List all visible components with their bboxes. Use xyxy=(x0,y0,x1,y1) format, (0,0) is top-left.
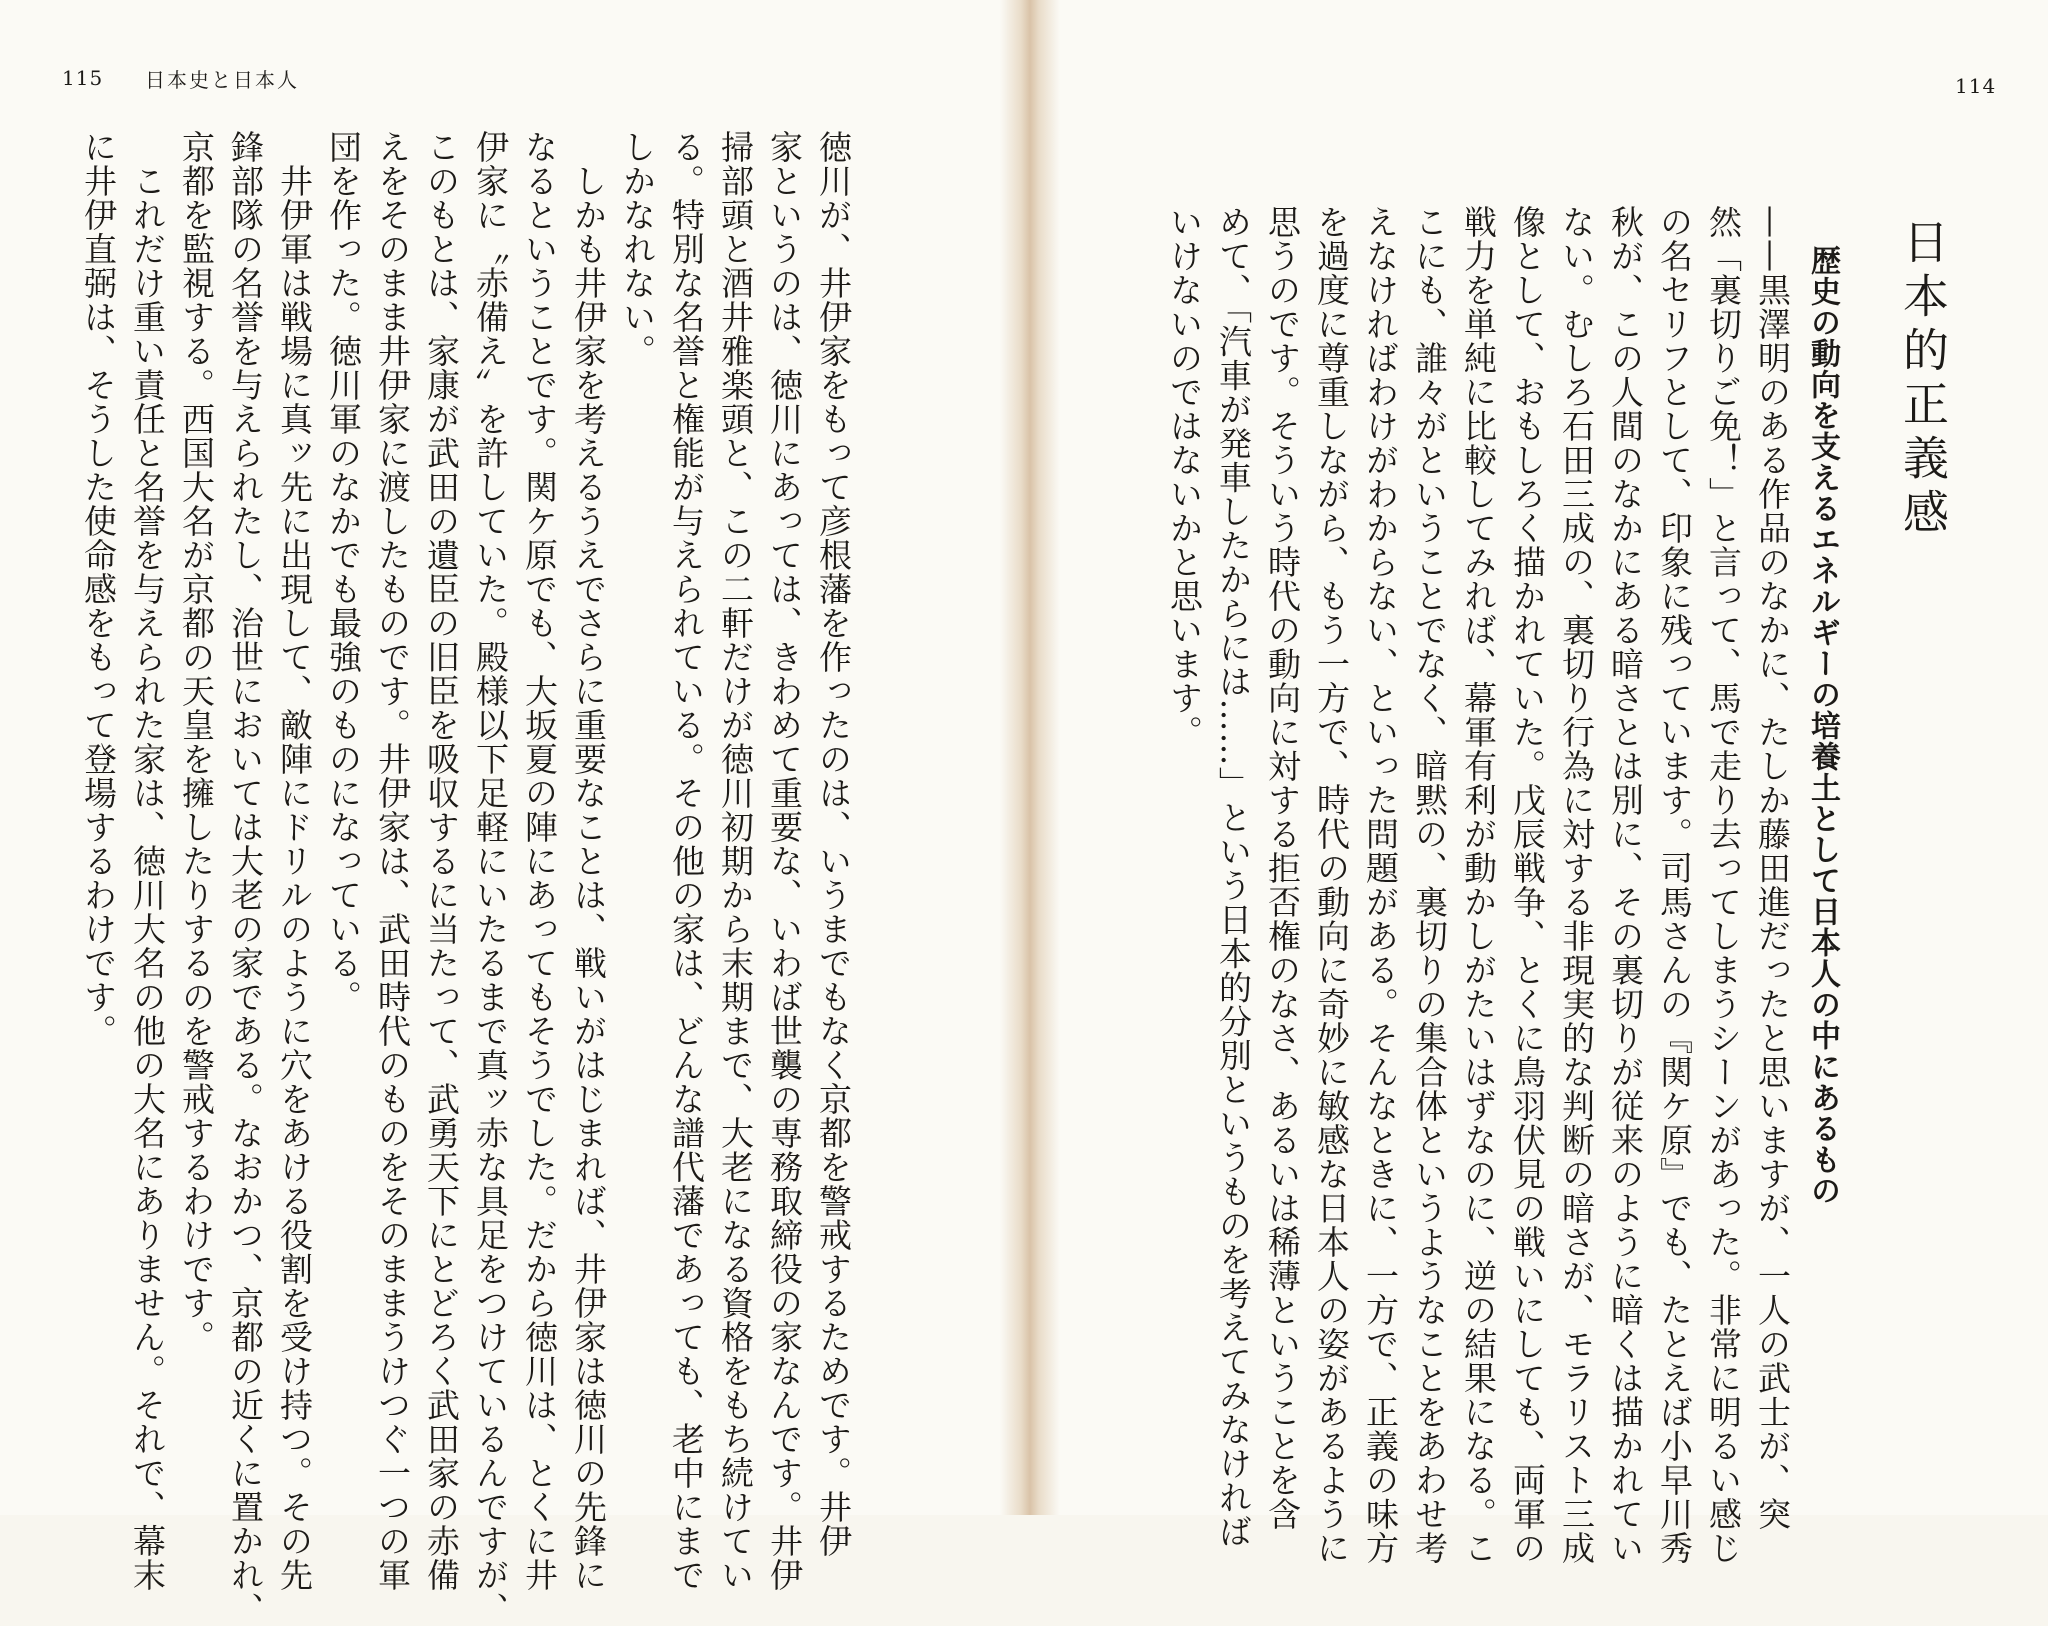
chapter-subheading: 歴史の動向を支えるエネルギーの培養土として日本人の中にあるもの xyxy=(1805,245,1840,1206)
text-line: 徳川が、井伊家をもって彦根藩を作ったのは、いうまでもなく京都を警戒するためです。井伊 xyxy=(814,130,853,1558)
book-gutter xyxy=(1000,0,1060,1515)
text-line: の名セリフとして、印象に残っています。司馬さんの『関ケ原』でも、たとえば小早川秀 xyxy=(1655,205,1694,1565)
text-line: 然「裏切りご免！」と言って、馬で走り去ってしまうシーンがあった。非常に明るい感じ xyxy=(1704,205,1743,1565)
text-line: 京都を監視する。西国大名が京都の天皇を擁したりするのを警戒するわけです。 xyxy=(177,130,216,1354)
text-line: ない。むしろ石田三成の、裏切り行為に対する非現実的な判断の暗さが、モラリスト三成 xyxy=(1557,205,1596,1565)
text-line: 戦力を単純に比較してみれば、幕軍有利が動かしがたいはずなのに、逆の結果になる。こ xyxy=(1459,205,1498,1565)
text-line: しかも井伊家を考えるうえでさらに重要なことは、戦いがはじまれば、井伊家は徳川の先鋒に xyxy=(569,130,608,1592)
text-line: 掃部頭と酒井雅楽頭と、この二軒だけが徳川初期から末期まで、大老になる資格をもち続けてい xyxy=(716,130,755,1592)
text-line: これだけ重い責任と名誉を与えられた家は、徳川大名の他の大名にありません。それで、幕末 xyxy=(128,130,167,1592)
left-page-body xyxy=(74,130,858,1626)
text-line: このもとは、家康が武田の遺臣の旧臣を吸収するに当たって、武勇天下にとどろく武田家の赤備 xyxy=(422,130,461,1592)
left-page-number: 115 xyxy=(62,66,104,90)
running-title: 日本史と日本人 xyxy=(145,68,299,92)
right-page-body xyxy=(1160,205,1797,1565)
text-line: を過度に尊重しながら、もう一方で、時代の動向に奇妙に敏感な日本人の姿があるように xyxy=(1312,205,1351,1565)
text-line: いけないのではないかと思います。 xyxy=(1165,205,1204,749)
text-line: えなければわけがわからない、といった問題がある。そんなときに、一方で、正義の味方 xyxy=(1361,205,1400,1565)
text-line: 像として、おもしろく描かれていた。戊辰戦争、とくに鳥羽伏見の戦いにしても、両軍の xyxy=(1508,205,1547,1565)
text-line: 思うのです。そういう時代の動向に対する拒否権のなさ、あるいは稀薄ということを含 xyxy=(1263,205,1302,1531)
text-line: 団を作った。徳川軍のなかでも最強のものになっている。 xyxy=(324,130,363,1014)
text-line: しかなれない。 xyxy=(618,130,657,368)
chapter-heading: 日本的正義感 xyxy=(1896,218,1950,542)
text-line: 井伊軍は戦場に真ッ先に出現して、敵陣にドリルのように穴をあける役割を受け持つ。その先 xyxy=(275,130,314,1592)
text-line: なるということです。関ケ原でも、大坂夏の陣にあってもそうでした。だから徳川は、とくに井 xyxy=(520,130,559,1592)
text-line: 秋が、この人間のなかにある暗さとは別に、その裏切りが従来のように暗くは描かれてい xyxy=(1606,205,1645,1565)
text-line: る。特別な名誉と権能が与えられている。その他の家は、どんな譜代藩であっても、老中にまで xyxy=(667,130,706,1592)
text-line: めて、「汽車が発車したからには……」という日本的分別というものを考えてみなければ xyxy=(1214,205,1253,1549)
right-page-number: 114 xyxy=(1955,74,1997,98)
text-line: 伊家に〝赤備え〟を許していた。殿様以下足軽にいたるまで真ッ赤な具足をつけているんですが、 xyxy=(471,130,510,1626)
text-line: えをそのまま井伊家に渡したものです。井伊家は、武田時代のものをそのままうけつぐ一つの軍 xyxy=(373,130,412,1592)
text-line: ——黒澤明のある作品のなかに、たしか藤田進だったと思いますが、一人の武士が、突 xyxy=(1753,205,1792,1531)
text-line: 鋒部隊の名誉を与えられたし、治世においては大老の家である。なおかつ、京都の近くに置かれ、 xyxy=(226,130,265,1626)
text-line: こにも、誰々がということでなく、暗黙の、裏切りの集合体というようなことをあわせ考 xyxy=(1410,205,1449,1565)
text-line: に井伊直弼は、そうした使命感をもって登場するわけです。 xyxy=(79,130,118,1048)
text-line: 家というのは、徳川にあっては、きわめて重要な、いわば世襲の専務取締役の家なんです。井伊 xyxy=(765,130,804,1592)
